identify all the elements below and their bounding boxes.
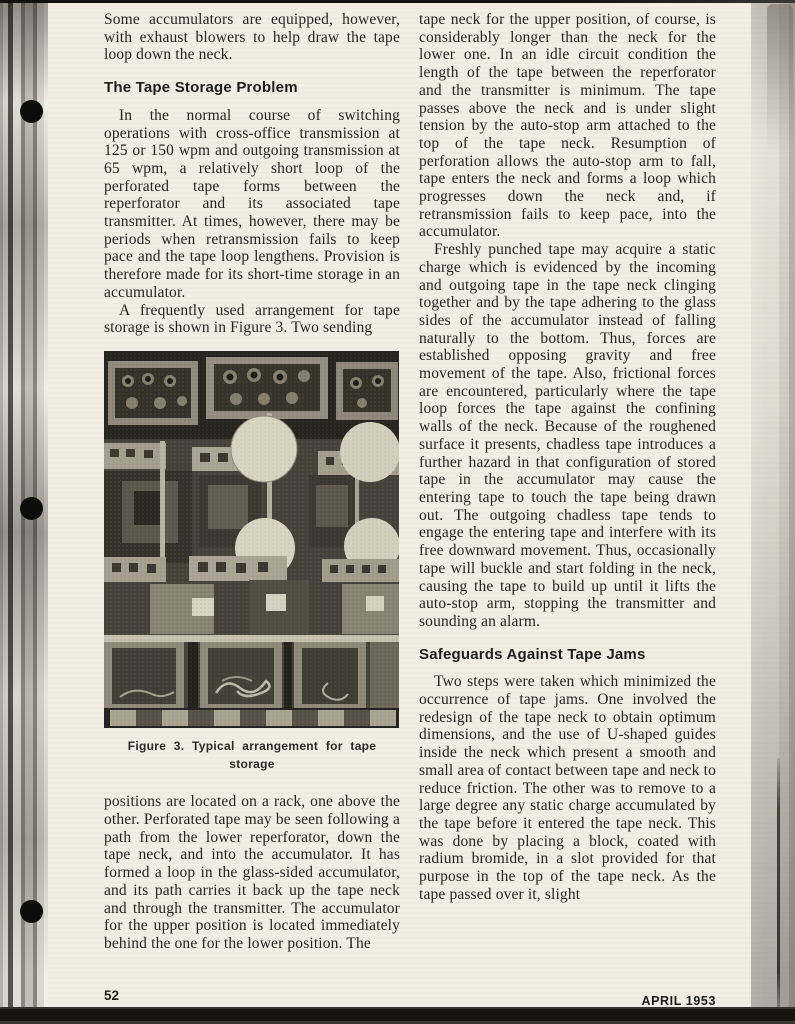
scan-crease-line bbox=[777, 758, 780, 1010]
paragraph: In the normal course of switching operations with cross-office transmission at 125 or 150 wpm and outgoing transmission at 65 wpm, a relatively short loop of the perforated tape forms between the reperforator and its associated tape transmitter. At times, however, there may be periods when retransmission fails to keep pace and the tape loop lengthens. Provision is therefore made for its short-time storage in an accumulator. bbox=[104, 106, 400, 301]
paragraph: Freshly punched tape may acquire a static charge which is evidenced by the incoming and outgoing tape in the tape neck clinging together and by the tape adhering to the glass sides of the accumulator instead of falling naturally to the bottom. Thus, forces are established opposing gravity and free movement of the tape. Also, frictional forces are encountered, particularly where the tape loop forces the tape against the confining walls of the neck. Because of the roughened surface it presents, chadless tape introduces a further hazard in that configuration of stored tape in the accumulator may cause the entering tape to touch the tape being drawn out. The outgoing chadless tape tends to engage the entering tape and interfere with its free downward movement. Thus, occasionally tape will buckle and start folding in the neck, causing the tape to build up until it lifts the auto-stop arm, stopping the transmitter and sounding an alarm. bbox=[419, 241, 716, 630]
paragraph-continued: positions are located on a rack, one above the other. Perforated tape may be seen following a path from the lower reperforator, down the tape neck, and into the accumulator. It has formed a loop in the glass-sided accumulator, and its path carries it back up the tape neck and through the transmitter. The accumulator for the upper position is located immediately behind the one for the lower position. The bbox=[104, 793, 400, 952]
page-number: 52 bbox=[104, 988, 120, 1003]
right-column bbox=[419, 11, 716, 903]
left-column bbox=[104, 11, 400, 953]
paragraph: A frequently used arrangement for tape storage is shown in Figure 3. Two sending bbox=[104, 301, 400, 337]
section-heading-tape-storage: The Tape Storage Problem bbox=[104, 79, 298, 97]
binding-hole-top bbox=[20, 100, 43, 123]
figure-caption: Figure 3. Typical arrangement for tape storage bbox=[127, 738, 377, 771]
paragraph: Two steps were taken which minimized the occurrence of tape jams. One involved the redesign of the tape neck to obtain optimum dimensions, and the use of U-shaped guides inside the neck which present a smooth and small area of contact between tape and neck to reduce friction. The other was to remove to a large degree any static charge accumulated by the tape before it entered the tape neck. This was done by placing a block, coated with radium bromide, in a slot provided for that purpose in the top of the tape neck. As the tape passed over it, slight bbox=[419, 673, 716, 903]
figure3-photo-telegraph-rack bbox=[104, 351, 399, 728]
paragraph-continued: tape neck for the upper position, of course, is considerably longer than the neck for the lower one. In an idle circuit condition the length of the tape between the reperforator and the transmitter is minimum. The tape passes above the neck and is under slight tension by the auto-stop arm attached to the top of the tape neck. Resumption of perforation allows the auto-stop arm to fall, tape enters the neck and forms a loop which progresses down the neck and, if retransmission fails to keep pace, into the accumulator. bbox=[419, 11, 716, 241]
section-heading-safeguards: Safeguards Against Tape Jams bbox=[419, 645, 646, 663]
scan-edge-top bbox=[0, 0, 795, 3]
figure-3 bbox=[104, 351, 400, 773]
binding-hole-bottom bbox=[20, 900, 43, 923]
paragraph-continued: Some accumulators are equipped, however, with exhaust blowers to help draw the tape loop down the neck. bbox=[104, 11, 400, 64]
issue-date: APRIL 1953 bbox=[641, 994, 716, 1008]
scan-smudge bbox=[767, 4, 793, 154]
scan-edge-bottom bbox=[0, 1007, 795, 1024]
binding-hole-middle bbox=[20, 497, 43, 520]
